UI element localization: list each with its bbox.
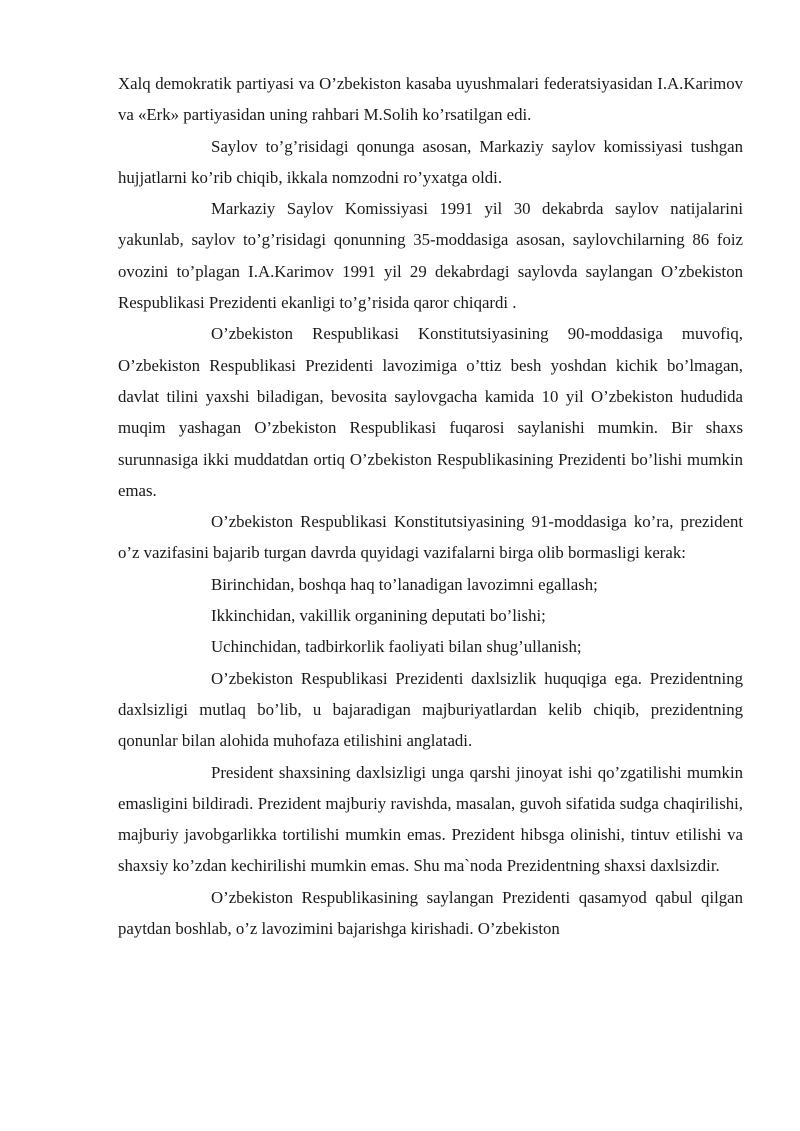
paragraph-4: O’zbekiston Respublikasi Konstitutsiyasining 90-moddasiga muvofiq, O’zbekiston Respublikasi Prezidenti lavozimiga o’ttiz besh yoshdan kichik bo’lmagan, davlat tilini yaxshi biladigan, bevosita saylovgacha kamida 10 yil O’zbekiston hududida muqim yashagan O’zbekiston Respublikasi fuqarosi saylanishi mumkin. Bir shaxs surunnasiga ikki muddatdan ortiq O’zbekiston Respublikasining Prezidenti bo’lishi mumkin emas. (118, 324, 743, 500)
list-item-3: Uchinchidan, tadbirkorlik faoliyati bilan shug’ullanish; (211, 637, 582, 657)
paragraph-3: Markaziy Saylov Komissiyasi 1991 yil 30 dekabrda saylov natijalarini yakunlab, saylov to’g’risidagi qonunning 35-moddasiga asosan, saylovchilarning 86 foiz ovozini to’plagan I.A.Karimov 1991 yil 29 dekabrdagi saylovda saylangan O’zbekiston Respublikasi Prezidenti ekanligi to’g’risida qaror chiqardi . (118, 199, 743, 313)
paragraph-2: Saylov to’g’risidagi qonunga asosan, Markaziy saylov komissiyasi tushgan hujjatlarni ko’rib chiqib, ikkala nomzodni ro’yxatga oldi. (118, 136, 743, 187)
paragraph-8: O’zbekiston Respublikasining saylangan Prezidenti qasamyod qabul qilgan paytdan boshlab, o’z lavozimini bajarishga kirishadi. O’zbekiston (118, 887, 743, 939)
list-item-1: Birinchidan, boshqa haq to’lanadigan lavozimni egallash; (211, 574, 598, 594)
paragraph-7: President shaxsining daxlsizligi unga qarshi jinoyat ishi qo’zgatilishi mumkin emasligini bildiradi. Prezident majburiy ravishda, masalan, guvoh sifatida sudga chaqirilishi, majburiy javobgarlikka tortilishi mumkin emas. Prezident hibsga olinishi, tintuv etilishi va shaxsiy ko’zdan kechirilishi mumkin emas. Shu ma`noda Prezidentning shaxsi daxlsizdir. (118, 762, 743, 876)
document-body (118, 68, 743, 944)
paragraph-5: O’zbekiston Respublikasi Konstitutsiyasining 91-moddasiga ko’ra, prezident o’z vazifasini bajarib turgan davrda quyidagi vazifalarni birga olib bormasligi kerak: (118, 512, 743, 563)
paragraph-6: O’zbekiston Respublikasi Prezidenti daxlsizlik huquqiga ega. Prezidentning daxlsizligi mutlaq bo’lib, u bajaradigan majburiyatlardan kelib chiqib, prezidentning qonunlar bilan alohida muhofaza etilishini anglatadi. (118, 668, 743, 751)
paragraph-1: Xalq demokratik partiyasi va O’zbekiston kasaba uyushmalari federatsiyasidan I.A.Karimov va «Erk» partiyasidan uning rahbari M.Solih ko’rsatilgan edi. (118, 74, 743, 125)
list-item-2: Ikkinchidan, vakillik organining deputati bo’lishi; (211, 606, 546, 626)
